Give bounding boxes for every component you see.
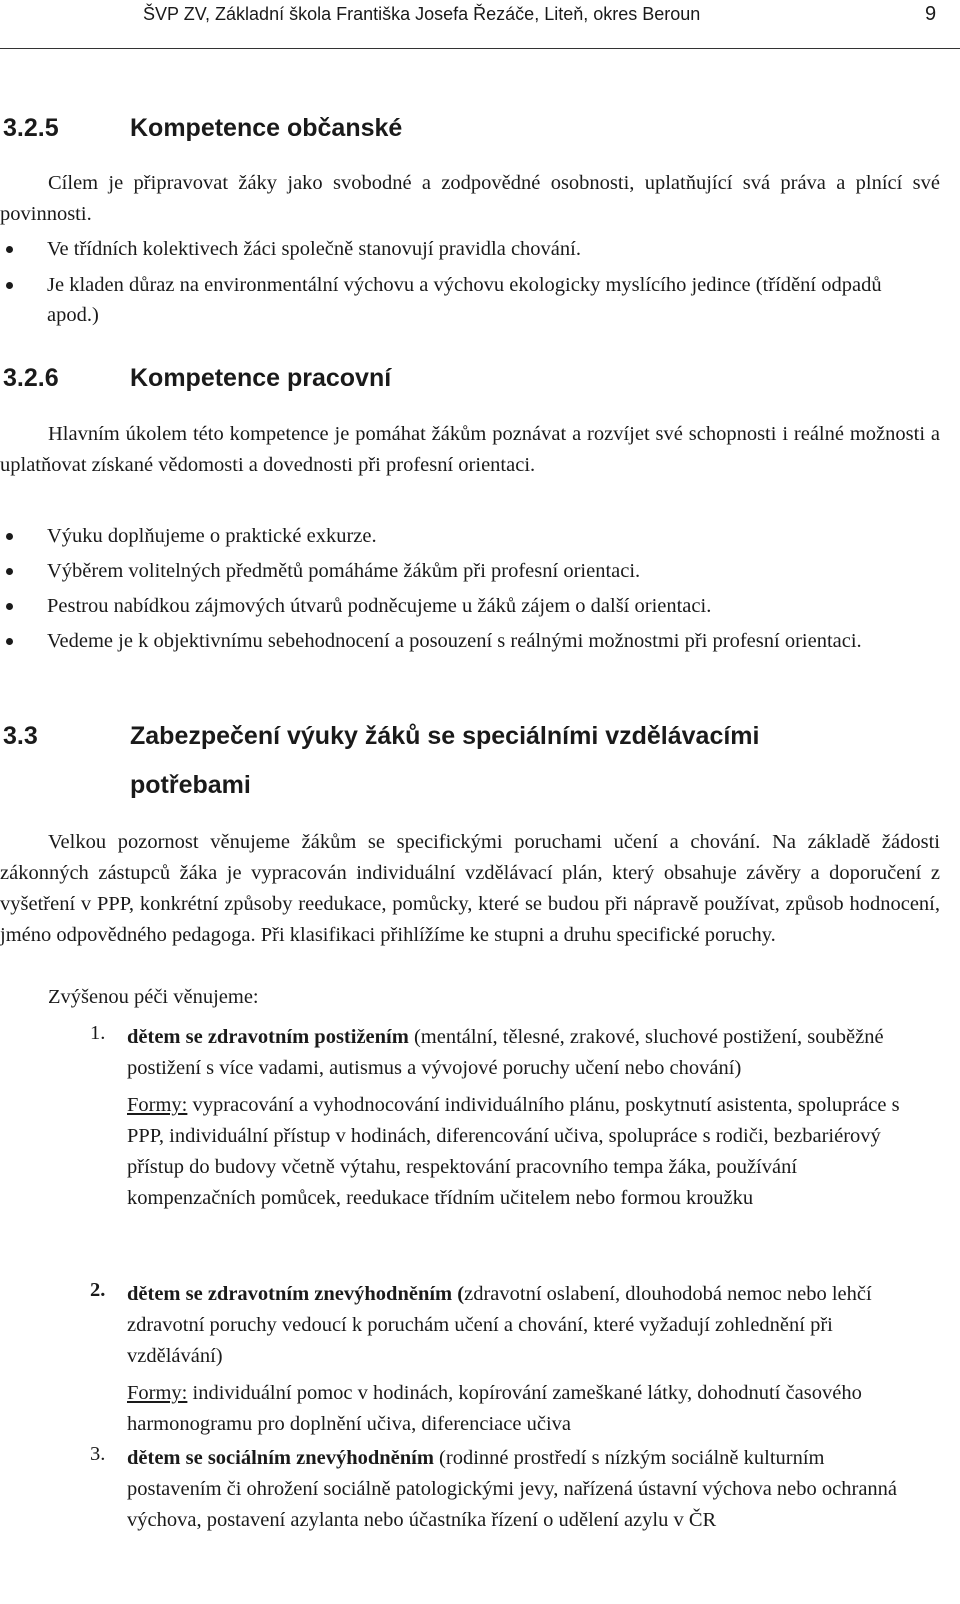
section-3-2-5-intro: Cílem je připravovat žáky jako svobodné a zodpovědné osobnosti, uplatňující svá práva a plnící své povinnosti. <box>0 172 940 225</box>
item-description <box>127 1022 923 1084</box>
section-title: Kompetence občanské <box>130 114 403 142</box>
section-heading-3-2-5 <box>3 114 903 146</box>
section-number: 3.3 <box>3 722 38 750</box>
forms-text: vypracování a vyhodnocování individuálního plánu, poskytnutí asistenta, spolupráce s PPP, individuální přístup v hodinách, diferencování učiva, spolupráce s rodiči, bezbariérový přístup do budovy včetně výtahu, respektování pracovního tempa žáka, používání kompenzačních pomůcek, reedukace třídním učitelem nebo formou kroužku <box>127 1094 900 1209</box>
list-item-text: Výuku doplňujeme o praktické exkurze. <box>47 525 377 547</box>
list-item-text: Je kladen důraz na environmentální výchovu a výchovu ekologicky myslícího jedince (třídění odpadů apod.) <box>47 274 882 326</box>
item-body <box>127 1279 923 1440</box>
item-number: 3. <box>90 1443 106 1465</box>
item-text: (mentální, tělesné, zrakové, sluchové postižení, souběžné postižení s více vadami, autismus a vývojové poruchy učení nebo chování) <box>127 1026 884 1079</box>
list-item <box>0 521 927 551</box>
section-title: Kompetence pracovní <box>130 364 392 392</box>
bullet-icon <box>6 282 13 289</box>
list-item <box>0 556 927 586</box>
item-number: 1. <box>90 1022 106 1044</box>
item-bold-lead: dětem se zdravotním postižením <box>127 1026 409 1048</box>
header-title: ŠVP ZV, Základní škola Františka Josefa Řezáče, Liteň, okres Beroun <box>143 4 701 24</box>
bullet-icon <box>6 568 13 575</box>
section-number: 3.2.6 <box>3 364 59 392</box>
section-number: 3.2.5 <box>3 114 59 142</box>
list-item <box>0 234 927 264</box>
page-number: 9 <box>925 3 937 25</box>
running-header <box>0 0 960 49</box>
list-item-text: Vedeme je k objektivnímu sebehodnocení a posouzení s reálnými možnostmi při profesní orientaci. <box>47 630 862 652</box>
list-item-text: Pestrou nabídkou zájmových útvarů podněcujeme u žáků zájem o další orientaci. <box>47 595 712 617</box>
forms-text: individuální pomoc v hodinách, kopírování zameškané látky, dohodnutí časového harmonogramu pro doplnění učiva, diferenciace učiva <box>127 1382 862 1435</box>
list-item <box>0 626 927 656</box>
item-description <box>127 1279 923 1372</box>
bullet-icon <box>6 533 13 540</box>
list-item <box>0 591 927 621</box>
item-bold-lead: dětem se sociálním znevýhodněním <box>127 1447 434 1469</box>
item-body <box>127 1022 923 1214</box>
bullet-icon <box>6 638 13 645</box>
item-bold-lead: dětem se zdravotním znevýhodněním ( <box>127 1283 465 1305</box>
forms-label: Formy: <box>127 1382 188 1404</box>
bullet-icon <box>6 603 13 610</box>
item-forms <box>127 1090 923 1214</box>
list-item-text: Ve třídních kolektivech žáci společně stanovují pravidla chování. <box>47 238 581 260</box>
item-text: (rodinné prostředí s nízkým sociálně kulturním postavením či ohrožení sociálně patologickými jevy, nařízená ústavní výchova nebo ochranná výchova, postavení azylanta nebo účastníka řízení o udělení azylu v ČR <box>127 1447 898 1531</box>
item-body <box>127 1443 923 1536</box>
care-label: Zvýšenou péči věnujeme: <box>48 986 259 1008</box>
item-description <box>127 1443 923 1536</box>
section-3-2-6-intro: Hlavním úkolem této kompetence je pomáhat žákům poznávat a rozvíjet své schopnosti i reálné možnosti a uplatňovat získané vědomosti a dovednosti při profesní orientaci. <box>0 423 940 476</box>
item-forms <box>127 1378 923 1440</box>
list-item-text: Výběrem volitelných předmětů pomáháme žákům při profesní orientaci. <box>47 560 641 582</box>
item-text: zdravotní oslabení, dlouhodobá nemoc nebo lehčí zdravotní poruchy vedoucí k poruchám učení a chování, které vyžadují zohlednění při vzdělávání) <box>127 1283 872 1367</box>
section-3-2-5-bullets <box>0 234 927 330</box>
section-heading-3-3 <box>3 722 903 804</box>
section-heading-3-2-6 <box>3 364 903 396</box>
section-3-2-6-bullets <box>0 521 927 656</box>
care-item-3 <box>0 1443 940 1573</box>
section-title-line-2: potřebami <box>130 771 251 799</box>
forms-label: Formy: <box>127 1094 188 1116</box>
bullet-icon <box>6 246 13 253</box>
care-item-1 <box>0 1022 940 1262</box>
item-number: 2. <box>90 1279 106 1301</box>
section-title-line-1: Zabezpečení výuky žáků se speciálními vzdělávacími <box>130 722 760 750</box>
section-3-3-intro: Velkou pozornost věnujeme žákům se specifickými poruchami učení a chování. Na základě žádosti zákonných zástupců žáka je vypracován individuální vzdělávací plán, který obsahuje závěry a doporučení z vyšetření v PPP, konkrétní způsoby reedukace, pomůcky, které se budou při nápravě používat, způsob hodnocení, jméno odpovědného pedagoga. Při klasifikaci přihlížíme ke stupni a druhu specifické poruchy. <box>0 831 940 946</box>
care-item-2 <box>0 1279 940 1435</box>
list-item <box>0 270 927 330</box>
